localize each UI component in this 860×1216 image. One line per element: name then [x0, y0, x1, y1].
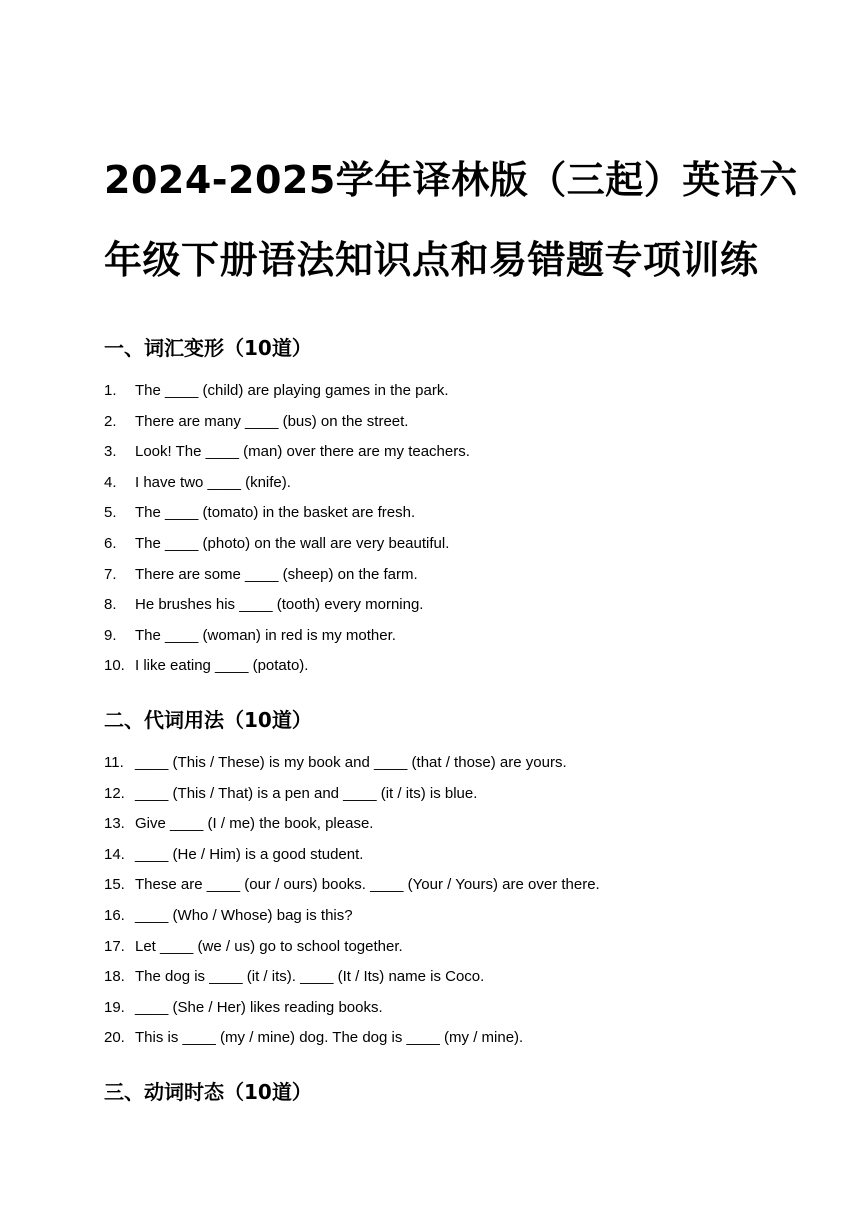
question-number: 9. [104, 626, 117, 644]
question-number: 12. [104, 784, 125, 802]
section-heading-pronouns: 二、代词用法（10道） [104, 708, 312, 732]
question-number: 5. [104, 504, 117, 522]
section-heading-vocabulary: 一、词汇变形（10道） [104, 336, 312, 360]
question-number: 11. [104, 754, 124, 771]
question-text: ____ (She / Her) likes reading books. [135, 998, 383, 1016]
question-text: The ____ (child) are playing games in the park. [135, 382, 449, 399]
question-number: 1. [104, 382, 117, 399]
question-number: 2. [104, 412, 117, 430]
question-text: I have two ____ (knife). [135, 473, 291, 491]
question-text: This is ____ (my / mine) dog. The dog is ____ (my / mine). [135, 1029, 524, 1047]
section-heading-verb-tenses: 三、动词时态（10道） [104, 1080, 312, 1104]
title-line-2: 年级下册语法知识点和易错题专项训练 [104, 238, 759, 282]
question-text: The ____ (photo) on the wall are very beautiful. [135, 534, 450, 552]
question-text: Let ____ (we / us) go to school together. [135, 937, 403, 955]
question-number: 10. [104, 657, 125, 675]
title-line-1: 2024-2025学年译林版（三起）英语六 [104, 158, 798, 202]
question-text: Give ____ (I / me) the book, please. [135, 815, 374, 833]
question-number: 8. [104, 596, 117, 614]
question-number: 7. [104, 565, 117, 583]
question-text: The ____ (woman) in red is my mother. [135, 626, 396, 644]
question-number: 19. [104, 998, 125, 1016]
question-text: ____ (Who / Whose) bag is this? [135, 906, 353, 924]
question-number: 15. [104, 876, 125, 894]
question-number: 17. [104, 937, 125, 955]
question-number: 6. [104, 534, 117, 552]
question-text: The dog is ____ (it / its). ____ (It / Its) name is Coco. [135, 968, 485, 986]
question-text: Look! The ____ (man) over there are my teachers. [135, 443, 470, 461]
question-text: ____ (This / These) is my book and ____ (that / those) are yours. [135, 754, 567, 771]
question-number: 14. [104, 845, 125, 863]
question-number: 16. [104, 906, 125, 924]
question-number: 13. [104, 815, 125, 833]
question-text: There are many ____ (bus) on the street. [135, 412, 409, 430]
question-number: 3. [104, 443, 117, 461]
question-text: ____ (This / That) is a pen and ____ (it / its) is blue. [135, 784, 478, 802]
question-text: ____ (He / Him) is a good student. [135, 845, 364, 863]
question-number: 4. [104, 473, 117, 491]
question-number: 18. [104, 968, 125, 986]
question-text: I like eating ____ (potato). [135, 657, 309, 675]
question-text: There are some ____ (sheep) on the farm. [135, 565, 418, 583]
question-number: 20. [104, 1029, 125, 1047]
question-text: He brushes his ____ (tooth) every morning. [135, 596, 424, 614]
question-text: The ____ (tomato) in the basket are fresh. [135, 504, 416, 522]
question-text: These are ____ (our / ours) books. ____ (Your / Yours) are over there. [135, 876, 600, 894]
document-title [104, 140, 798, 300]
